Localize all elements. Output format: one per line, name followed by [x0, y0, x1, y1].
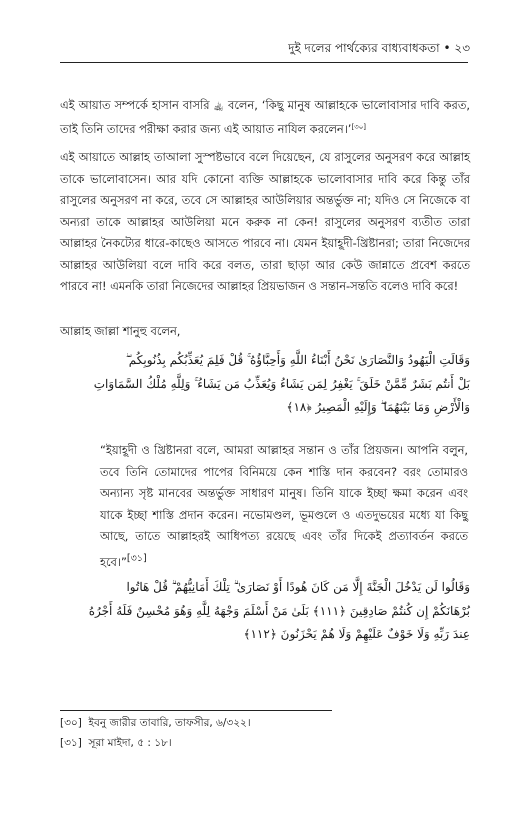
footnote-ref: [৩১] — [126, 552, 147, 564]
arabic-line: وَقَالُوا لَن يَدْخُلَ الْجَنَّةَ إِلَّا مَن كَانَ هُودًا أَوْ نَصَارَىٰ ۗ تِلْكَ أَمَانِيُّهُمْ ۗ قُلْ هَاتُوا — [126, 580, 470, 594]
footnote-rule — [60, 710, 332, 711]
footnote-number: [৩০] — [60, 717, 82, 729]
header-rule — [60, 62, 468, 63]
arabic-line: وَقَالَتِ الْيَهُودُ وَالنَّصَارَىٰ نَحْنُ أَبْنَاءُ اللَّهِ وَأَحِبَّاؤُهُ ۚ قُلْ فَلِمَ يُعَذِّبُكُم بِذُنُوبِكُم ۖ — [125, 353, 470, 367]
paragraph-hasan-basri — [60, 95, 470, 140]
arabic-verse-1 — [60, 349, 470, 420]
footnote-number: [৩১] — [60, 737, 82, 749]
footnote-text: সূরা মাইদা, ৫ : ১৮। — [88, 737, 172, 749]
arabic-line: عِندَ رَبِّهِ وَلَا خَوْفٌ عَلَيْهِمْ وَلَا هُمْ يَحْزَنُونَ ﴿١١٢﴾ — [243, 627, 470, 641]
intro-label: আল্লাহ জাল্লা শানুহু বলেন, — [60, 324, 181, 338]
running-header — [288, 40, 470, 60]
paragraph-explanation — [60, 147, 470, 298]
arabic-line: بُرْهَانَكُمْ إِن كُنتُمْ صَادِقِينَ ﴿١١١﴾ بَلَىٰ مَنْ أَسْلَمَ وَجْهَهُ لِلَّهِ وَهُوَ مُحْسِنٌ فَلَهُ أَجْرُهُ — [88, 603, 470, 618]
translation-quote — [100, 440, 468, 573]
paragraph-text: এই আয়াত সম্পর্কে হাসান বাসরি ﵀ বলেন, ‘কিছু মানুষ আল্লাহকে ভালোবাসার দাবি করত, তাই তিনি তাদের পরীক্ষা করার জন্য এই আয়াত নাযিল করলেন।’ — [60, 98, 470, 136]
footnote — [60, 734, 172, 752]
arabic-line: وَالْأَرْضِ وَمَا بَيْنَهُمَا ۖ وَإِلَيْهِ الْمَصِيرُ ﴿١٨﴾ — [286, 400, 470, 414]
footnote — [60, 714, 251, 732]
arabic-verse-2 — [60, 576, 470, 647]
header-bullet: • — [443, 41, 455, 55]
header-title: দুই দলের পার্থক্যের বাধ্যবাধকতা — [288, 41, 440, 55]
page-number: ২৩ — [454, 41, 470, 55]
footnote-ref: [৩০] — [351, 122, 367, 131]
quote-text: “ইয়াহূদী ও খ্রিষ্টানরা বলে, আমরা আল্লাহর সন্তান ও তাঁর প্রিয়জন। আপনি বলুন, তবে তিনি তোমাদের পাপের বিনিময়ে কেন শাস্তি দান করবেন? বরং তোমারও অন্যান্য সৃষ্ট মানবের অন্তর্ভুক্ত সাধারণ মানুষ। তিনি যাকে ইচ্ছা ক্ষমা করেন এবং যাকে ইচ্ছা শাস্তি প্রদান করেন। নভোমণ্ডল, ভূমণ্ডলে ও এতদুভয়ের মধ্যে যা কিছু আছে, তাতে আল্লাহরই আধিপত্য রয়েছে এবং তাঁর দিকেই প্রত্যাবর্তন করতে হবে।” — [100, 443, 468, 569]
footnote-text: ইবনু জারীর তাবারি, তাফসীর, ৬/৩২২। — [88, 717, 251, 729]
paragraph-text: এই আয়াতে আল্লাহ তাআলা সুস্পষ্টভাবে বলে দিয়েছেন, যে রাসুলের অনুসরণ করে আল্লাহ তাকে ভালোবাসেন। আর যদি কোনো ব্যক্তি আল্লাহকে ভালোবাসার দাবি করে কিন্তু তাঁর রাসুলের অনুসরণ না করে, তবে সে আল্লাহর আউলিয়ার অন্তর্ভুক্ত না; যদিও সে নিজেকে বা অন্যরা তাকে আল্লাহর আউলিয়া মনে করুক না কেন! রাসুলের অনুসরণ ব্যতীত তারা আল্লাহর নৈকট্যের ধারে-কাছেও আসতে পারবে না। যেমন ইয়াহূদী-খ্রিষ্টানরা; তারা নিজেদের আল্লাহর আউলিয়া বলে দাবি করে বলত, তারা ছাড়া আর কেউ জান্নাতে প্রবেশ করতে পারবে না! এমনকি তারা নিজেদের আল্লাহর প্রিয়ভাজন ও সন্তান-সন্ততি বলেও দাবি করে! — [60, 150, 470, 293]
arabic-line: بَلْ أَنتُم بَشَرٌ مِّمَّنْ خَلَقَ ۚ يَغْفِرُ لِمَن يَشَاءُ وَيُعَذِّبُ مَن يَشَاءُ ۚ وَلِلَّهِ مُلْكُ السَّمَاوَاتِ — [93, 376, 470, 391]
